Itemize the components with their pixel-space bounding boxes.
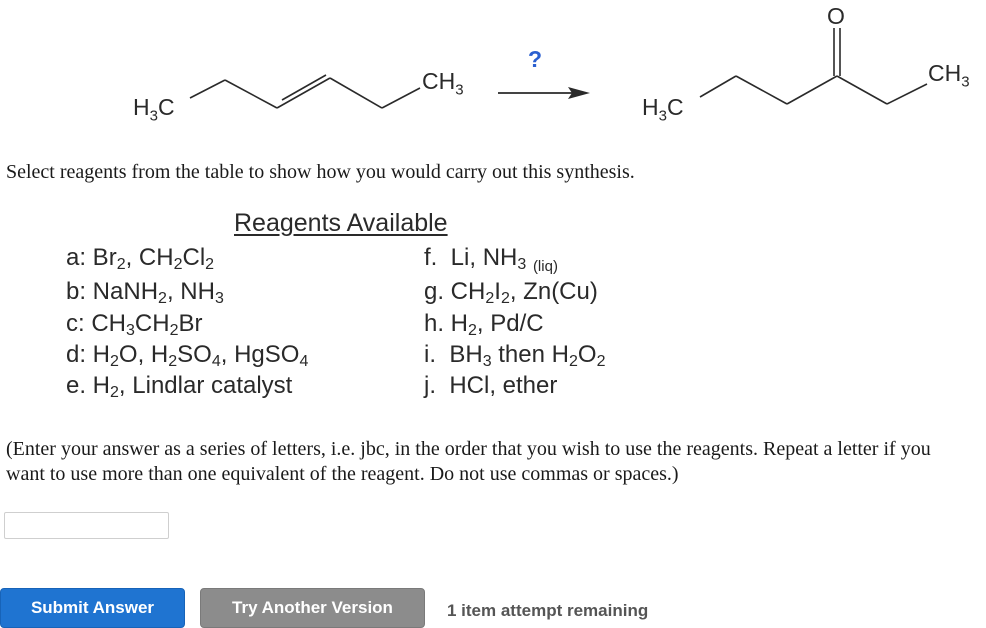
carbonyl-oxygen: O: [827, 3, 845, 29]
reagent-h: h. $H_2$, Pd/C: [424, 310, 544, 339]
reactant-skeleton: [190, 75, 420, 108]
reagent-f: f. Li, $NH_3$ $_{(liq)}$: [424, 244, 558, 275]
reagent-d: d: $H_2O$, $H_2SO_4$, HgSO$_4$: [66, 341, 309, 370]
reagent-g: g. $CH_2I_2$, Zn(Cu): [424, 278, 598, 307]
submit-answer-button[interactable]: Submit Answer: [0, 588, 185, 628]
product-left-methyl: $H_3C$: [642, 94, 684, 125]
reagent-c: c: $CH_3CH_2Br$: [66, 310, 203, 339]
try-another-version-button[interactable]: Try Another Version: [200, 588, 425, 628]
answer-input[interactable]: [4, 512, 169, 539]
reactant-right-methyl: $CH_3$: [422, 68, 464, 99]
reagent-i: i. $BH_3$ then $H_2O_2$: [424, 341, 606, 370]
attempts-remaining: 1 item attempt remaining: [447, 601, 649, 620]
answer-instructions: (Enter your answer as a series of letters, i.e. jbc, in the order that you wish to use the reagents. Repeat a letter if you want to use more than one equivalent of the reagent. Do not use commas or spaces.): [6, 438, 931, 485]
arrow-question-mark: ?: [528, 46, 543, 72]
reactant-left-methyl: $H_3C$: [133, 94, 175, 125]
reagent-a: a: $Br_2$, $CH_2Cl_2$: [66, 244, 215, 273]
product-skeleton: [700, 28, 927, 104]
reagent-e: e. $H_2$, Lindlar catalyst: [66, 372, 293, 401]
reagent-j: j. HCl, ether: [424, 372, 558, 399]
product-right-methyl: $CH_3$: [928, 60, 970, 91]
reagent-b: b: NaNH$_2$, $NH_3$: [66, 278, 224, 307]
instruction-text: Select reagents from the table to show how you would carry out this synthesis.: [6, 161, 635, 183]
reagents-table-title: Reagents Available: [234, 209, 448, 237]
reaction-arrow: [498, 87, 590, 99]
